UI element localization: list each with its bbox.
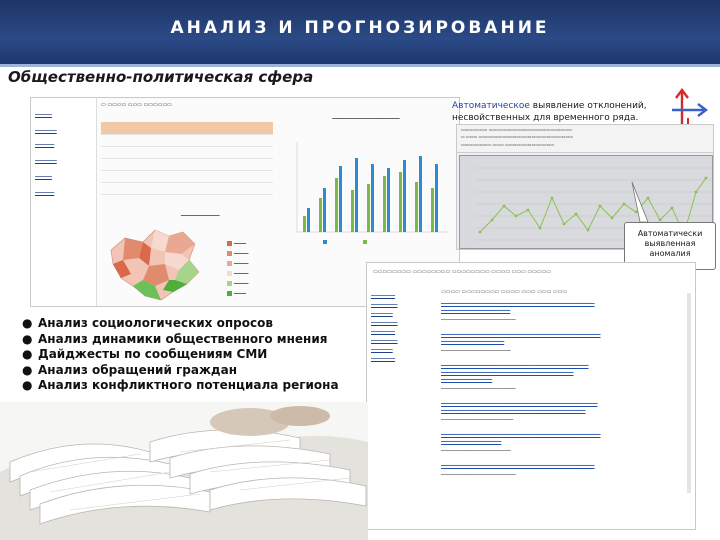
list-item: ● Анализ конфликтного потенциала региона <box>22 378 339 392</box>
anomaly-toolbar: ▭▭▭▭▭▭▭ ▭▭▭▭▭▭▭▭▭▭▭▭▭▭▭▭▭▭▭▭▭▭ ▭ ▭▭▭ ▭▭▭▭▭▭▭▭▭▭▭▭▭▭▭▭▭▭▭▭▭▭▭▭▭ ▭▭▭▭▭▭▭▭ ▭▭▭ ▭▭▭▭▭▭▭▭▭▭▭▭▭ <box>457 125 714 153</box>
media-scrollbar <box>687 293 691 493</box>
legend-item: ━━━━━ <box>227 238 248 248</box>
media-sidebar: ━━━━━━━━━━ ━━━━━━━━━━━ ━━━━━━━━━ ━━━━━━━━━━━ ━━━━━━━━━━ ━━━━━━━━━━━ ━━━━━━━━━ ━━━━━━━━━━ <box>371 293 398 361</box>
map-legend <box>227 238 248 298</box>
bullet-icon: ● <box>22 347 33 361</box>
legend-item: ━━━━━━ <box>227 278 248 288</box>
anomaly-callout: Автоматически выявленная аномалия <box>624 222 716 270</box>
map-title: ━━━━━━━━━━━━━━━━ <box>181 213 220 218</box>
media-tabs: ▭▭▭▭▭▭▭▭ ▭▭▭▭▭▭▭▭ ▭▭▭▭▭▭▭▭ ▭▭▭▭ ▭▭▭ ▭▭▭▭▭ <box>373 269 552 275</box>
list-item: ● Дайджесты по сообщениям СМИ <box>22 347 268 361</box>
anomaly-caption-highlight: Автоматическое <box>452 101 530 111</box>
survey-toolbar: ▭ ▭▭▭▭ ▭▭▭ ▭▭▭▭▭▭ <box>101 102 172 108</box>
table-row <box>101 170 273 182</box>
table-row <box>101 134 273 146</box>
list-item: ● Анализ социологических опросов <box>22 316 273 330</box>
bullet-icon: ● <box>22 316 33 330</box>
slide-title: АНАЛИЗ И ПРОГНОЗИРОВАНИЕ <box>170 18 550 38</box>
anomaly-caption <box>452 100 692 124</box>
sidebar-link: ━━━━━━━━━ <box>35 128 57 133</box>
table-row <box>101 122 273 134</box>
legend-item: ━━━━━━ <box>227 248 248 258</box>
list-item: ● Анализ обращений граждан <box>22 362 238 377</box>
sidebar-link: ━━━━━━━━━ <box>35 158 57 163</box>
news-item: ━━━━━━━━━━━━━━━━━━━━━━━━━━━━━━━━━━━━━━━━━━━━━━━━━━━━ ━━━━━━━━━━━━━━━━━━━━━━━━━━━━━━━━━━━━━━━━━━━━━━━━ ━━━━━━━━━━━━━━━━━━━━━━━━━━━━━━ <box>441 401 598 422</box>
news-item: ━━━━━━━━━━━━━━━━━━━━━━━━━━━━━━━━━━━━━━━━━━━━━━━━━━━━━ ━━━━━━━━━━━━━━━━━━━━━ ━━━━━━━━━━━━━━━━━━━━━━━━━━━━━ <box>441 332 601 353</box>
bar-chart <box>283 138 453 248</box>
bar-group <box>303 156 438 232</box>
list-item: ● Анализ динамики общественного мнения <box>22 331 328 346</box>
sidebar-link: ━━━━━━━ <box>35 174 52 179</box>
table-row <box>101 182 273 194</box>
slide-header <box>0 0 720 64</box>
news-item: ━━━━━━━━━━━━━━━━━━━━━━━━━━━━━━━━━━━━━━━━━━━━━━━━━ ━━━━━━━━━━━━━━━━━━━━━━━━━━━━━━━━━━━━━━━━━━━━ ━━━━━━━━━━━━━━━━━ ━━━━━━━━━━━━━━━━━━━━━━━━━━━━━━━ <box>441 363 589 391</box>
bullet-icon: ● <box>22 362 33 377</box>
news-item: ━━━━━━━━━━━━━━━━━━━━━━━━━━━━━━━━━━━━━━━━━━━━━━━━━━━━━ ━━━━━━━━━━━━━━━━━━━━ ━━━━━━━━━━━━━━━━━━━━━━━━━━━━━ <box>441 432 601 453</box>
header-divider <box>0 64 720 67</box>
table-row <box>101 146 273 158</box>
capabilities-list <box>22 316 372 394</box>
paper-stack-image <box>0 402 368 540</box>
bullet-icon: ● <box>22 378 33 392</box>
sidebar-link: ━━━━━━━ <box>35 112 52 117</box>
region-map <box>103 220 223 307</box>
legend-item: ━━━━━ <box>227 288 248 298</box>
media-screenshot <box>366 262 696 530</box>
news-item: ━━━━━━━━━━━━━━━━━━━━━━━━━━━━━━━━━━━━━━━━━━━━━━━━━━━ ━━━━━━━━━━━━━━━━━━━━━━━ ━━━━━━━━━━━━━━━━━━━━━━━━━━━━━━━ <box>441 301 595 322</box>
legend-item: ━━━━━━ <box>227 268 248 278</box>
sidebar-link: ━━━━━━━━ <box>35 190 55 195</box>
bar-chart-title: ━━━━━━━━━━━━━━━━━━━━━━━━━━━━ <box>332 116 400 121</box>
callout-pointer <box>618 180 658 226</box>
legend-item: ━━━━━━ <box>227 258 248 268</box>
survey-sidebar <box>31 98 97 307</box>
media-news-list <box>441 289 685 487</box>
section-title: Общественно-политическая сфера <box>8 68 314 86</box>
sidebar-link: ━━━━━━━━ <box>35 142 55 147</box>
bullet-icon: ● <box>22 331 33 346</box>
table-row <box>101 158 273 170</box>
anomaly-caption-text: выявление отклонений, несвойственных для временного ряда. <box>452 101 647 123</box>
survey-table <box>101 122 273 195</box>
media-subtabs: ▭▭▭▭ ▭▭▭▭▭▭▭▭ ▭▭▭▭ ▭▭▭ ▭▭▭ ▭▭▭ <box>441 289 568 295</box>
news-item: ━━━━━━━━━━━━━━━━━━━━━━━━━━━━━━━━━━━━━━━━━━━━━━━━━━━ ━━━━━━━━━━━━━━━━━━━━━━━━━━━━━━━ <box>441 463 595 477</box>
